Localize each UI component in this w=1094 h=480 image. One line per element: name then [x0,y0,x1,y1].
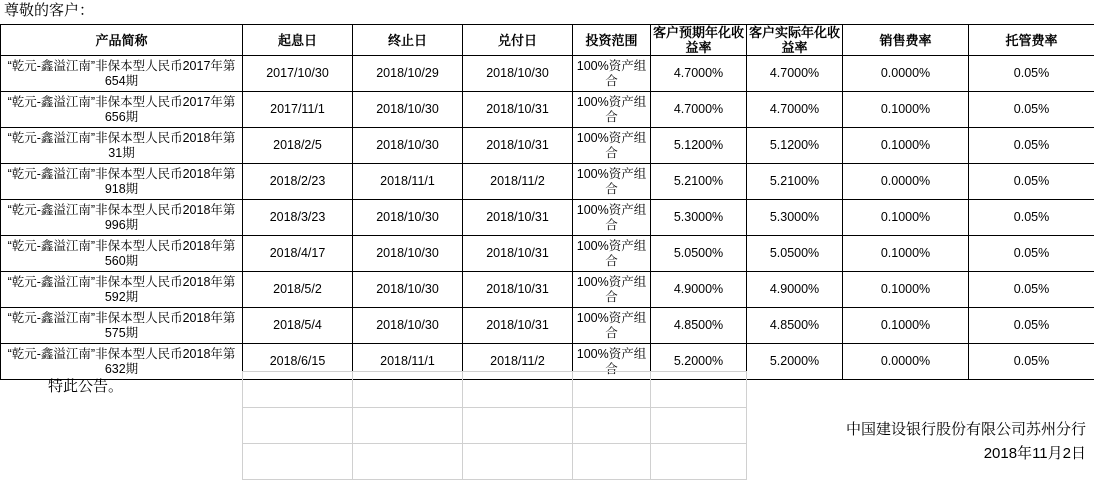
notice-text: 特此公告。 [48,378,123,396]
cell-end-date: 2018/11/1 [353,344,463,380]
grid-cell [352,444,462,480]
cell-product-name: “乾元-鑫溢江南”非保本型人民币2018年第31期 [1,128,243,164]
column-header-product-name: 产品简称 [1,25,243,56]
cell-actual-yield: 5.0500% [747,236,843,272]
cell-sales-fee: 0.0000% [843,164,969,200]
cell-end-date: 2018/10/30 [353,92,463,128]
cell-custody-fee: 0.05% [969,164,1094,200]
cell-start-date: 2018/4/17 [243,236,353,272]
cell-payment-date: 2018/10/31 [463,236,573,272]
cell-end-date: 2018/10/30 [353,128,463,164]
grid-cell [842,444,968,480]
table-row [1,128,1094,164]
cell-start-date: 2017/10/30 [243,56,353,92]
cell-custody-fee: 0.05% [969,236,1094,272]
cell-payment-date: 2018/10/31 [463,308,573,344]
grid-cell [0,444,242,480]
grid-cell [242,408,352,444]
cell-custody-fee: 0.05% [969,92,1094,128]
cell-investment-scope: 100%资产组合 [573,272,651,308]
cell-end-date: 2018/10/30 [353,236,463,272]
cell-sales-fee: 0.1000% [843,200,969,236]
cell-start-date: 2018/5/2 [243,272,353,308]
cell-payment-date: 2018/10/31 [463,272,573,308]
cell-investment-scope: 100%资产组合 [573,92,651,128]
table-body [1,56,1094,380]
cell-custody-fee: 0.05% [969,308,1094,344]
cell-expected-yield: 5.1200% [651,128,747,164]
cell-actual-yield: 5.2000% [747,344,843,380]
grid-cell [650,444,746,480]
cell-product-name: “乾元-鑫溢江南”非保本型人民币2017年第656期 [1,92,243,128]
cell-actual-yield: 5.1200% [747,128,843,164]
grid-cell [462,372,572,408]
cell-expected-yield: 4.8500% [651,308,747,344]
cell-payment-date: 2018/11/2 [463,344,573,380]
grid-cell [746,408,842,444]
cell-custody-fee: 0.05% [969,272,1094,308]
table-row [1,272,1094,308]
column-header-actual-yield: 客户实际年化收益率 [747,25,843,56]
cell-start-date: 2018/3/23 [243,200,353,236]
cell-expected-yield: 5.2100% [651,164,747,200]
cell-expected-yield: 4.7000% [651,92,747,128]
cell-expected-yield: 4.9000% [651,272,747,308]
cell-start-date: 2017/11/1 [243,92,353,128]
column-header-sales-fee: 销售费率 [843,25,969,56]
column-header-start-date: 起息日 [243,25,353,56]
table-row [1,200,1094,236]
table-header [1,25,1094,56]
cell-start-date: 2018/2/5 [243,128,353,164]
table-row [1,236,1094,272]
cell-sales-fee: 0.1000% [843,236,969,272]
cell-end-date: 2018/10/30 [353,272,463,308]
cell-expected-yield: 5.3000% [651,200,747,236]
cell-investment-scope: 100%资产组合 [573,128,651,164]
cell-sales-fee: 0.1000% [843,92,969,128]
column-header-payment-date: 兑付日 [463,25,573,56]
grid-row [0,444,1094,480]
cell-sales-fee: 0.1000% [843,308,969,344]
cell-investment-scope: 100%资产组合 [573,164,651,200]
products-table [0,24,1094,380]
cell-product-name: “乾元-鑫溢江南”非保本型人民币2018年第560期 [1,236,243,272]
table-row [1,308,1094,344]
cell-investment-scope: 100%资产组合 [573,308,651,344]
cell-investment-scope: 100%资产组合 [573,344,651,380]
grid-cell [572,408,650,444]
cell-product-name: “乾元-鑫溢江南”非保本型人民币2018年第592期 [1,272,243,308]
cell-end-date: 2018/11/1 [353,164,463,200]
column-header-investment-scope: 投资范围 [573,25,651,56]
cell-expected-yield: 5.0500% [651,236,747,272]
cell-product-name: “乾元-鑫溢江南”非保本型人民币2018年第996期 [1,200,243,236]
cell-actual-yield: 4.8500% [747,308,843,344]
column-header-custody-fee: 托管费率 [969,25,1094,56]
grid-cell [650,408,746,444]
column-header-end-date: 终止日 [353,25,463,56]
grid-cell [242,444,352,480]
cell-actual-yield: 4.7000% [747,56,843,92]
cell-product-name: “乾元-鑫溢江南”非保本型人民币2018年第918期 [1,164,243,200]
cell-sales-fee: 0.0000% [843,344,969,380]
cell-payment-date: 2018/10/30 [463,56,573,92]
grid-cell [842,372,968,408]
grid-cell [0,408,242,444]
cell-custody-fee: 0.05% [969,56,1094,92]
grid-cell [968,372,1094,408]
bank-signature: 中国建设银行股份有限公司苏州分行 [846,420,1086,439]
cell-custody-fee: 0.05% [969,200,1094,236]
greeting-text: 尊敬的客户： [4,2,94,20]
grid-cell [746,372,842,408]
grid-cell [650,372,746,408]
cell-start-date: 2018/6/15 [243,344,353,380]
grid-row [0,372,1094,408]
grid-cell [462,444,572,480]
cell-sales-fee: 0.1000% [843,128,969,164]
cell-product-name: “乾元-鑫溢江南”非保本型人民币2018年第632期 [1,344,243,380]
cell-payment-date: 2018/10/31 [463,200,573,236]
cell-product-name: “乾元-鑫溢江南”非保本型人民币2017年第654期 [1,56,243,92]
grid-cell [572,372,650,408]
cell-product-name: “乾元-鑫溢江南”非保本型人民币2018年第575期 [1,308,243,344]
cell-actual-yield: 5.3000% [747,200,843,236]
cell-actual-yield: 4.9000% [747,272,843,308]
table-header-row [1,25,1094,56]
grid-cell [462,408,572,444]
cell-custody-fee: 0.05% [969,344,1094,380]
cell-sales-fee: 0.0000% [843,56,969,92]
cell-payment-date: 2018/11/2 [463,164,573,200]
document-date: 2018年11月2日 [984,444,1086,463]
cell-custody-fee: 0.05% [969,128,1094,164]
cell-expected-yield: 5.2000% [651,344,747,380]
table-row [1,164,1094,200]
cell-payment-date: 2018/10/31 [463,92,573,128]
cell-investment-scope: 100%资产组合 [573,56,651,92]
grid-cell [746,444,842,480]
cell-start-date: 2018/5/4 [243,308,353,344]
cell-expected-yield: 4.7000% [651,56,747,92]
cell-end-date: 2018/10/30 [353,308,463,344]
cell-start-date: 2018/2/23 [243,164,353,200]
grid-cell [352,408,462,444]
grid-cell [352,372,462,408]
column-header-expected-yield: 客户预期年化收益率 [651,25,747,56]
cell-actual-yield: 5.2100% [747,164,843,200]
grid-cell [242,372,352,408]
grid-cell [572,444,650,480]
cell-end-date: 2018/10/29 [353,56,463,92]
cell-investment-scope: 100%资产组合 [573,200,651,236]
cell-sales-fee: 0.1000% [843,272,969,308]
table-row [1,56,1094,92]
cell-investment-scope: 100%资产组合 [573,236,651,272]
cell-payment-date: 2018/10/31 [463,128,573,164]
table-row [1,92,1094,128]
cell-end-date: 2018/10/30 [353,200,463,236]
cell-actual-yield: 4.7000% [747,92,843,128]
